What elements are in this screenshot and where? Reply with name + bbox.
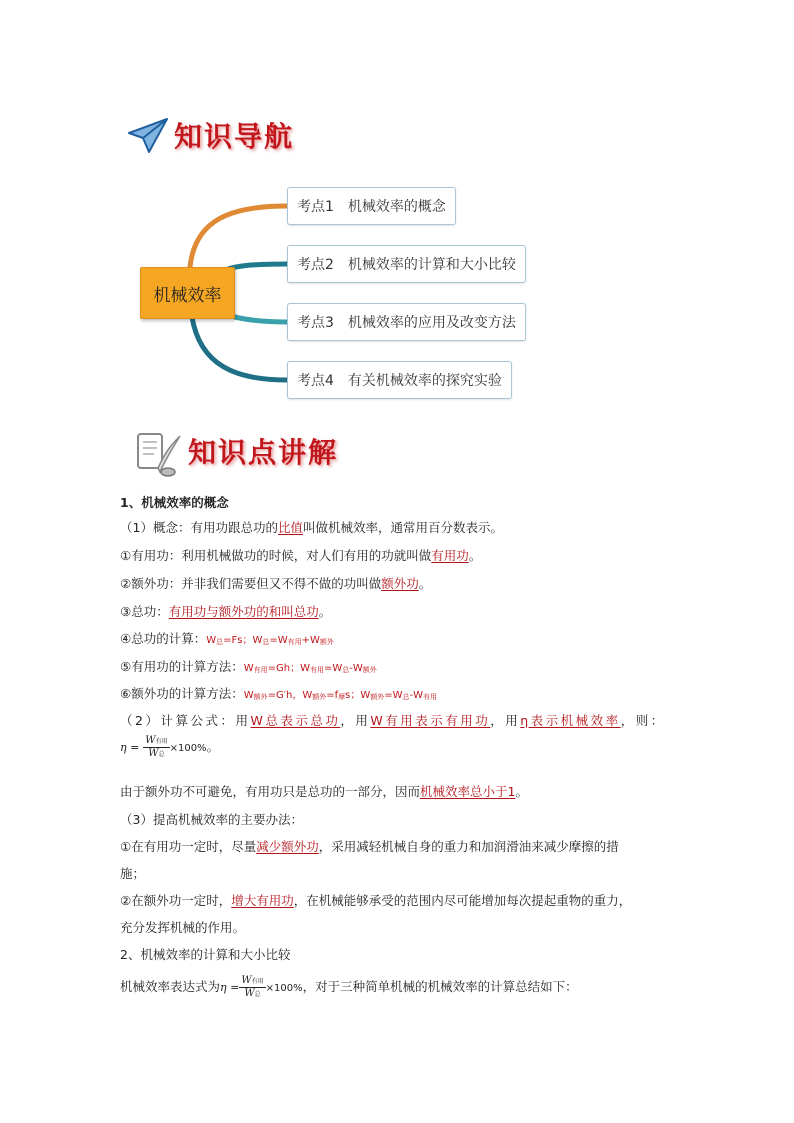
branch-text: 有关机械效率的探究实验 [347,373,502,389]
para-extra-calc: ⑥额外功的计算方法：W额外=G′h，W额外=f摩s；W额外=W总-W有用 [120,686,438,701]
branch-text: 机械效率的应用及改变方法 [347,315,516,331]
branch-key: 考点1 [297,199,334,215]
para-useful-calc: ⑤有用功的计算方法：W有用=Gh；W有用=W总-W额外 [120,659,377,674]
heading-1: 1、机械效率的概念 [120,495,229,510]
mindmap-branch-3 [287,303,526,341]
explain-section-title: 知识点讲解 [188,436,339,469]
para-formula-intro: （2）计算公式：用W总表示总功，用W有用表示有用功，用η表示机械效率，则： [120,713,666,728]
connector-1 [190,206,287,267]
para-concept: （1）概念：有用功跟总功的比值叫做机械效率，通常用百分数表示。 [120,520,503,535]
para-improve-1-cont: 施； [120,866,146,881]
heading-2: 2、机械效率的计算和大小比较 [120,947,291,962]
branch-key: 考点2 [297,257,334,273]
branch-text: 机械效率的概念 [347,199,446,215]
para-useful-work: ①有用功：利用机械做功的时候，对人们有用的功就叫做有用功。 [120,548,482,563]
para-improve-2-cont: 充分发挥机械的作用。 [120,920,246,935]
nav-section-title: 知识导航 [174,120,295,153]
connector-4 [192,317,287,380]
para-total-calc: ④总功的计算：W总=Fs；W总=W有用+W额外 [120,631,334,646]
mindmap-center-node: 机械效率 [140,267,235,319]
mindmap-branch-2 [287,245,526,283]
formula-efficiency: η = $\frac{\text{W有用}}{\text{W总}}$ ×100%。 [120,735,220,759]
mindmap-branch-4 [287,361,512,399]
branch-text: 机械效率的计算和大小比较 [347,257,516,273]
para-efficiency-less-than-one: 由于额外功不可避免，有用功只是总功的一部分，因而机械效率总小于1。 [120,784,528,799]
scroll-quill-icon [130,428,182,478]
para-extra-work: ②额外功：并非我们需要但又不得不做的功叫做额外功。 [120,576,432,591]
branch-key: 考点3 [297,315,334,331]
mindmap-branch-1 [287,187,456,225]
para-expression: 机械效率表达式为η = $\frac{\text{W有用}}{\text{W总}}$ ×100%，对于三种简单机械的机械效率的计算总结如下： [120,975,578,999]
para-improve-2: ②在额外功一定时，增大有用功，在机械能够承受的范围内尽可能增加每次提起重物的重力， [120,893,632,908]
branch-key: 考点4 [297,373,334,389]
para-improve-heading: （3）提高机械效率的主要办法： [120,812,303,827]
para-improve-1: ①在有用功一定时，尽量减少额外功，采用减轻机械自身的重力和加润滑油来减少摩擦的措 [120,839,619,854]
para-total-work: ③总功：有用功与额外功的和叫总功。 [120,604,332,619]
